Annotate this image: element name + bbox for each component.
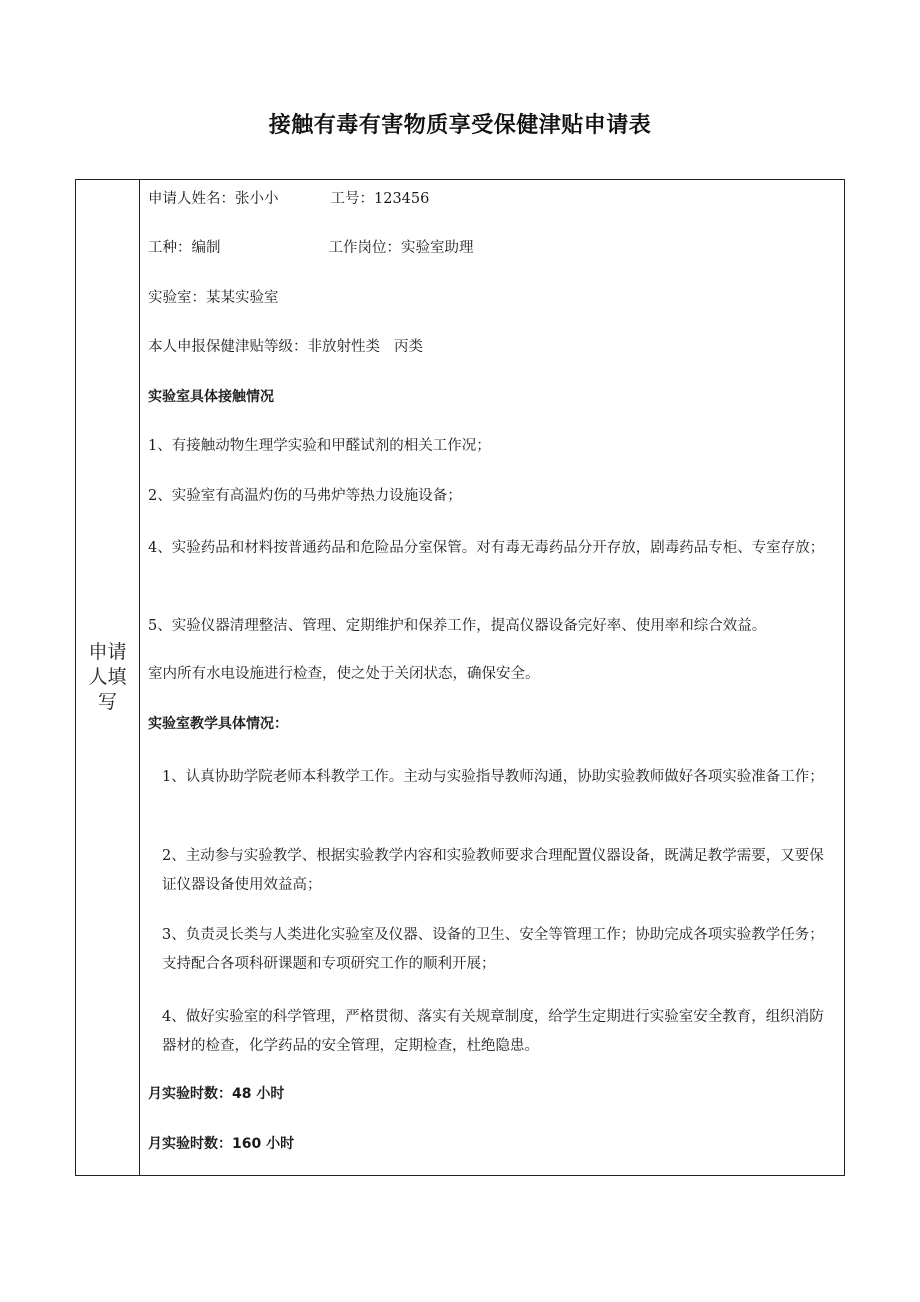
lab-row: [148, 286, 838, 310]
exposure-heading: 实验室具体接触情况: [148, 389, 274, 405]
exposure-item: 4、实验药品和材料按普通药品和危险品分室保管。对有毒无毒药品分开存放，剧毒药品专柜、专室存放；: [148, 540, 825, 556]
monthly-hours-label: 月实验时数：: [148, 1086, 232, 1102]
monthly-hours-value: 160 小时: [232, 1136, 295, 1152]
monthly-hours-row-2: [148, 1132, 838, 1156]
lab-value: 某某实验室: [206, 290, 279, 306]
position-label: 工作岗位：: [328, 240, 401, 256]
side-label: 申请人填写: [88, 641, 127, 713]
exposure-item: 1、有接触动物生理学实验和甲醛试剂的相关工作况；: [148, 438, 491, 454]
level-row: [148, 335, 838, 359]
job-row: [148, 236, 838, 260]
lab-label: 实验室：: [148, 290, 206, 306]
applicant-name-label: 申请人姓名：: [148, 191, 235, 207]
applicant-name-row: [148, 187, 838, 211]
teaching-item: 1、认真协助学院老师本科教学工作。主动与实验指导教师沟通，协助实验教师做好各项实验准备工作；: [162, 769, 824, 785]
applicant-name-value: 张小小: [235, 191, 279, 207]
job-type-label: 工种：: [148, 240, 192, 256]
exposure-item: 2、实验室有高温灼伤的马弗炉等热力设施设备；: [148, 488, 462, 504]
exposure-item: 室内所有水电设施进行检查，使之处于关闭状态，确保安全。: [148, 666, 540, 682]
employee-id-label: 工号：: [330, 191, 374, 207]
teaching-heading: 实验室教学具体情况：: [148, 716, 288, 732]
monthly-hours-value: 48 小时: [232, 1086, 285, 1102]
teaching-item: 2、主动参与实验教学、根据实验教学内容和实验教师要求合理配置仪器设备，既满足教学需要，又要保证仪器设备使用效益高；: [162, 848, 824, 893]
teaching-item: 4、做好实验室的科学管理，严格贯彻、落实有关规章制度，给学生定期进行实验室安全教育，组织消防器材的检查，化学药品的安全管理，定期检查，杜绝隐患。: [162, 1009, 824, 1054]
employee-id-value: 123456: [374, 191, 430, 207]
page-title: 接触有毒有害物质享受保健津贴申请表: [268, 113, 652, 138]
job-type-value: 编制: [191, 240, 221, 256]
level-value: 非放射性类: [307, 339, 380, 355]
level-label: 本人申报保健津贴等级：: [148, 339, 308, 355]
side-label-cell: [76, 180, 140, 1175]
teaching-item: 3、负责灵长类与人类进化实验室及仪器、设备的卫生、安全等管理工作；协助完成各项实验教学任务；支持配合各项科研课题和专项研究工作的顺利开展；: [162, 927, 824, 972]
monthly-hours-label: 月实验时数：: [148, 1136, 232, 1152]
level-class: 丙类: [394, 339, 423, 355]
position-value: 实验室助理: [401, 240, 474, 256]
monthly-hours-row-1: [148, 1082, 838, 1106]
exposure-item: 5、实验仪器清理整洁、管理、定期维护和保养工作，提高仪器设备完好率、使用率和综合效益。: [148, 618, 767, 634]
